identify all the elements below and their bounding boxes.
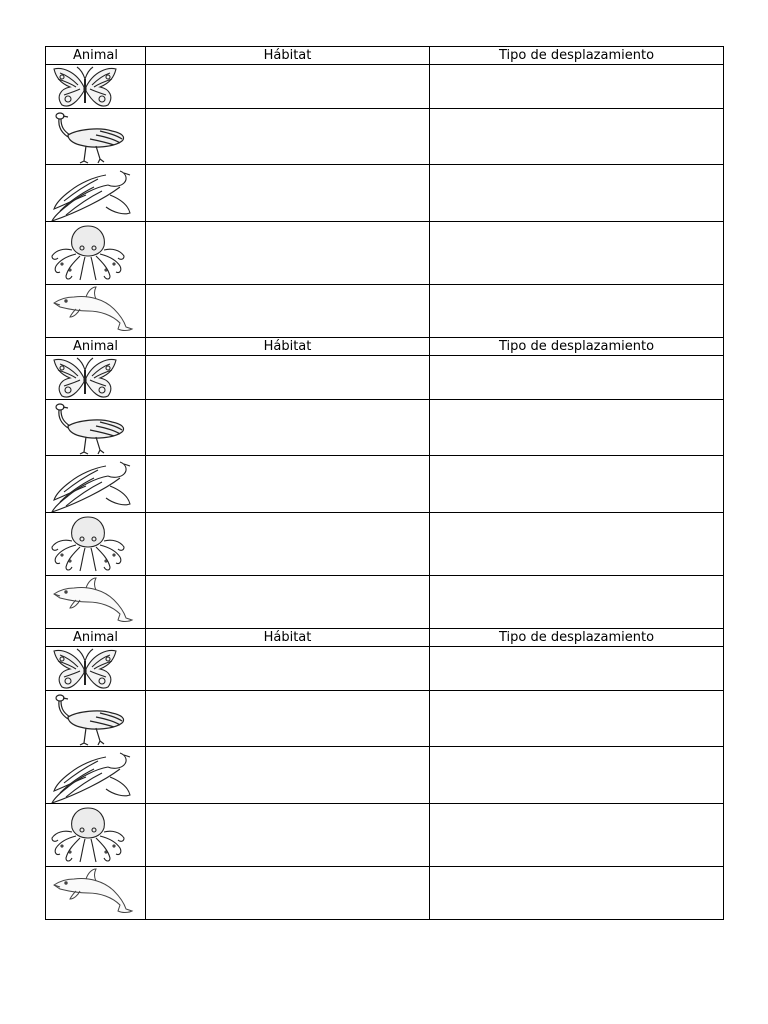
- bird-icon: [50, 747, 132, 804]
- table-header-row: [46, 629, 724, 647]
- tipo-answer-cell[interactable]: [430, 222, 724, 285]
- habitat-answer-cell[interactable]: [146, 285, 430, 338]
- table-row: [46, 222, 724, 285]
- animal-table: [45, 628, 724, 920]
- habitat-answer-cell[interactable]: [146, 867, 430, 920]
- header-habitat: Hábitat: [146, 47, 430, 65]
- ostrich-icon: [50, 109, 130, 165]
- tipo-answer-cell[interactable]: [430, 647, 724, 691]
- habitat-answer-cell[interactable]: [146, 576, 430, 629]
- animal-cell: [46, 356, 146, 400]
- habitat-answer-cell[interactable]: [146, 647, 430, 691]
- habitat-answer-cell[interactable]: [146, 109, 430, 165]
- bird-icon: [50, 456, 132, 513]
- tipo-answer-cell[interactable]: [430, 867, 724, 920]
- header-habitat: Hábitat: [146, 338, 430, 356]
- octopus-icon: [50, 222, 126, 284]
- worksheet: [45, 46, 723, 920]
- tipo-answer-cell[interactable]: [430, 804, 724, 867]
- animal-cell: [46, 165, 146, 222]
- octopus-icon: [50, 804, 126, 866]
- habitat-answer-cell[interactable]: [146, 747, 430, 804]
- butterfly-icon: [50, 65, 120, 109]
- header-tipo: Tipo de desplazamiento: [430, 629, 724, 647]
- animal-cell: [46, 513, 146, 576]
- animal-cell: [46, 222, 146, 285]
- tipo-answer-cell[interactable]: [430, 165, 724, 222]
- table-row: [46, 109, 724, 165]
- animal-cell: [46, 576, 146, 629]
- table-header-row: [46, 338, 724, 356]
- header-animal: Animal: [46, 629, 146, 647]
- animal-cell: [46, 647, 146, 691]
- tipo-answer-cell[interactable]: [430, 576, 724, 629]
- table-row: [46, 576, 724, 629]
- habitat-answer-cell[interactable]: [146, 356, 430, 400]
- header-habitat: Hábitat: [146, 629, 430, 647]
- header-tipo: Tipo de desplazamiento: [430, 47, 724, 65]
- table-row: [46, 691, 724, 747]
- animal-cell: [46, 804, 146, 867]
- habitat-answer-cell[interactable]: [146, 400, 430, 456]
- animal-cell: [46, 867, 146, 920]
- table-row: [46, 65, 724, 109]
- dolphin-icon: [50, 867, 134, 917]
- animal-cell: [46, 747, 146, 804]
- table-row: [46, 804, 724, 867]
- animal-cell: [46, 109, 146, 165]
- ostrich-icon: [50, 691, 130, 747]
- animal-cell: [46, 456, 146, 513]
- animal-table: [45, 337, 724, 629]
- table-row: [46, 400, 724, 456]
- table-header-row: [46, 47, 724, 65]
- habitat-answer-cell[interactable]: [146, 65, 430, 109]
- table-row: [46, 165, 724, 222]
- animal-cell: [46, 691, 146, 747]
- butterfly-icon: [50, 647, 120, 691]
- habitat-answer-cell[interactable]: [146, 165, 430, 222]
- habitat-answer-cell[interactable]: [146, 513, 430, 576]
- table-row: [46, 513, 724, 576]
- butterfly-icon: [50, 356, 120, 400]
- animal-cell: [46, 285, 146, 338]
- header-animal: Animal: [46, 47, 146, 65]
- ostrich-icon: [50, 400, 130, 456]
- habitat-answer-cell[interactable]: [146, 456, 430, 513]
- tipo-answer-cell[interactable]: [430, 691, 724, 747]
- octopus-icon: [50, 513, 126, 575]
- habitat-answer-cell[interactable]: [146, 691, 430, 747]
- habitat-answer-cell[interactable]: [146, 222, 430, 285]
- table-row: [46, 356, 724, 400]
- animal-table: [45, 46, 724, 338]
- table-row: [46, 285, 724, 338]
- dolphin-icon: [50, 576, 134, 626]
- tipo-answer-cell[interactable]: [430, 356, 724, 400]
- header-animal: Animal: [46, 338, 146, 356]
- tipo-answer-cell[interactable]: [430, 109, 724, 165]
- tipo-answer-cell[interactable]: [430, 747, 724, 804]
- tipo-answer-cell[interactable]: [430, 285, 724, 338]
- tipo-answer-cell[interactable]: [430, 456, 724, 513]
- tipo-answer-cell[interactable]: [430, 513, 724, 576]
- dolphin-icon: [50, 285, 134, 335]
- table-row: [46, 647, 724, 691]
- table-row: [46, 867, 724, 920]
- animal-cell: [46, 65, 146, 109]
- bird-icon: [50, 165, 132, 222]
- table-row: [46, 747, 724, 804]
- tipo-answer-cell[interactable]: [430, 65, 724, 109]
- tipo-answer-cell[interactable]: [430, 400, 724, 456]
- table-row: [46, 456, 724, 513]
- animal-cell: [46, 400, 146, 456]
- header-tipo: Tipo de desplazamiento: [430, 338, 724, 356]
- habitat-answer-cell[interactable]: [146, 804, 430, 867]
